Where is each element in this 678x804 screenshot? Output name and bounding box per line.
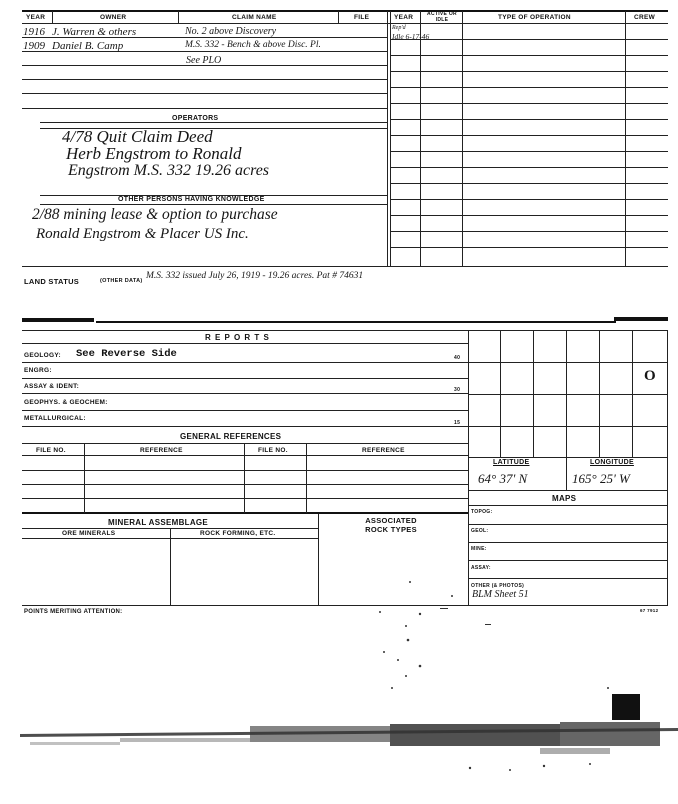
refs-col-ref2: REFERENCE [362,447,405,454]
report-metallurgical-num: 15 [454,420,461,426]
owner-row-2-owner: Daniel B. Camp [52,40,124,52]
maps-other-value: BLM Sheet 51 [472,589,529,600]
refs-col-ref: REFERENCE [140,447,183,454]
land-status-value: M.S. 332 issued July 26, 1919 - 19.26 acres. Pat # 74631 [146,271,364,281]
active-idle-note: Idle 6-17-46 [392,32,430,41]
header-claim-name: CLAIM NAME [232,14,277,21]
mineral-ore: ORE MINERALS [62,530,116,537]
scan-noise [30,581,660,771]
report-geology-label: GEOLOGY: [24,352,61,359]
header-file: FILE [354,14,370,21]
report-geology-value: See Reverse Side [76,348,177,360]
header-year2: YEAR [394,14,414,21]
header-year: YEAR [26,14,46,21]
land-status-sublabel: (OTHER DATA) [100,278,143,284]
report-assay-num: 30 [454,387,461,393]
operators-title: OPERATORS [172,115,219,122]
header-active-idle: ACTIVE OR IDLE [427,11,457,23]
points-meriting-attention: POINTS MERITING ATTENTION: [24,609,123,615]
mineral-rock: ROCK FORMING, ETC. [200,530,276,537]
report-engrg-label: ENGRG: [24,367,52,374]
land-status-label: LAND STATUS [24,277,80,286]
form-number: 67 7912 [640,608,659,613]
owner-row-1-claim: No. 2 above Discovery [185,26,277,37]
mineral-assoc: ASSOCIATED ROCK TYPES [365,516,417,534]
maps-topog: TOPOG: [471,509,493,515]
active-prefix: Rep'd [392,25,406,31]
header-owner: OWNER [100,14,127,21]
owner-row-1-year: 1916 [23,26,45,38]
latitude-value: 64° 37' N [478,471,528,486]
grid-mark: O [644,368,656,384]
header-type-of-operation: TYPE OF OPERATION [498,14,571,21]
owner-row-2-claim: M.S. 332 - Bench & above Disc. Pl. [185,40,321,50]
maps-assay: ASSAY: [471,565,491,571]
refs-col-file: FILE NO. [36,447,66,454]
owner-row-3-claim: See PLO [186,55,222,66]
operators-line-3: Engstrom M.S. 332 19.26 acres [68,162,270,179]
maps-title: MAPS [552,494,577,503]
maps-mine: MINE: [471,546,487,552]
longitude-label: LONGITUDE [590,459,634,466]
general-references-title: GENERAL REFERENCES [180,432,282,441]
latitude-label: LATITUDE [493,459,530,466]
reports-title: R E P O R T S [205,333,270,342]
mineral-assemblage-title: MINERAL ASSEMBLAGE [108,518,209,527]
operators-line-1: 4/78 Quit Claim Deed [62,127,213,146]
other-persons-line-2: Ronald Engstrom & Placer US Inc. [36,226,249,242]
report-geology-num: 40 [454,355,461,361]
scan-black-square [612,694,640,720]
maps-geol: GEOL: [471,528,489,534]
owner-row-2-year: 1909 [23,40,45,52]
refs-col-file2: FILE NO. [258,447,288,454]
other-persons-title: OTHER PERSONS HAVING KNOWLEDGE [118,196,265,203]
other-persons-line-1: 2/88 mining lease & option to purchase [32,206,278,223]
report-assay-label: ASSAY & IDENT: [24,383,80,390]
operators-line-2: Herb Engstrom to Ronald [66,144,242,163]
report-metallurgical-label: METALLURGICAL: [24,415,86,422]
report-geophys-label: GEOPHYS. & GEOCHEM: [24,399,108,406]
header-crew: CREW [634,14,656,21]
owner-row-1-owner: J. Warren & others [52,26,137,38]
longitude-value: 165° 25' W [572,471,630,486]
maps-other: OTHER (& PHOTOS) [471,583,525,589]
